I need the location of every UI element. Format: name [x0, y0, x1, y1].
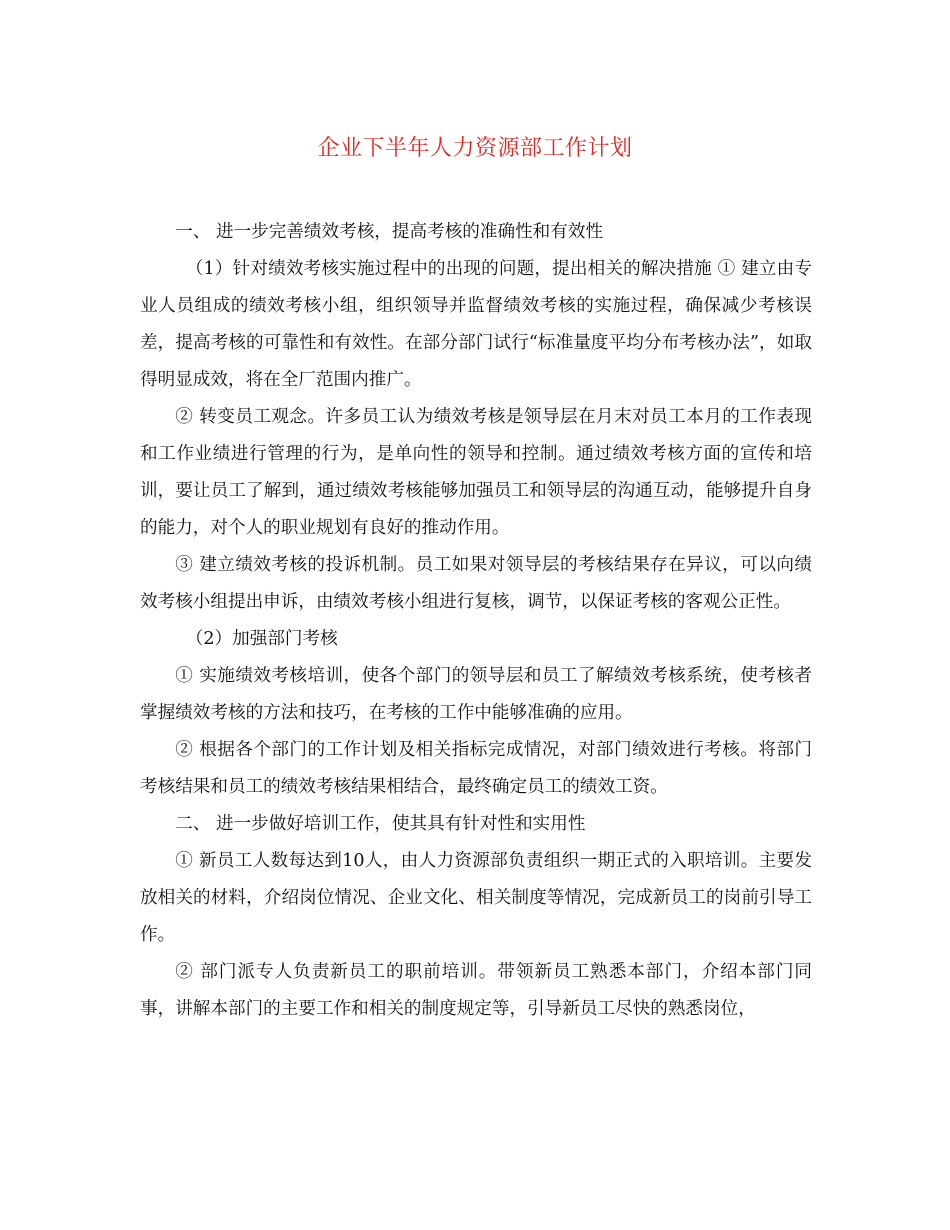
document-body	[140, 214, 812, 1028]
subsection-heading-2: （2）加强部门考核	[185, 629, 338, 649]
paragraph-9: ② 部门派专人负责新员工的职前培训。带领新员工熟悉本部门，介绍本部门同事，讲解本部门的主要工作和相关的制度规定等，引导新员工尽快的熟悉岗位，	[140, 962, 812, 1019]
section-heading-2: 二、 进一步做好培训工作，使其具有针对性和实用性	[175, 814, 586, 834]
paragraph-5: ① 实施绩效考核培训，使各个部门的领导层和员工了解绩效考核系统，使考核者掌握绩效考核的方法和技巧，在考核的工作中能够准确的应用。	[140, 666, 812, 723]
document-title: 企业下半年人力资源部工作计划	[317, 136, 633, 161]
paragraph-3: ③ 建立绩效考核的投诉机制。员工如果对领导层的考核结果存在异议，可以向绩效考核小组提出申诉，由绩效考核小组进行复核，调节，以保证考核的客观公正性。	[140, 555, 812, 612]
paragraph-6: ② 根据各个部门的工作计划及相关指标完成情况，对部门绩效进行考核。将部门考核结果和员工的绩效考核结果相结合，最终确定员工的绩效工资。	[140, 740, 812, 797]
section-heading-1: 一、 进一步完善绩效考核，提高考核的准确性和有效性	[175, 222, 604, 242]
paragraph-1: （1）针对绩效考核实施过程中的出现的问题，提出相关的解决措施 ① 建立由专业人员组成的绩效考核小组，组织领导并监督绩效考核的实施过程，确保减少考核误差，提高考核的可靠性和有效性。在部分部门试行“标准量度平均分布考核办法”，如取得明显成效，将在全厂范围内推广。	[140, 259, 812, 390]
paragraph-2: ② 转变员工观念。许多员工认为绩效考核是领导层在月末对员工本月的工作表现和工作业绩进行管理的行为，是单向性的领导和控制。通过绩效考核方面的宣传和培训，要让员工了解到，通过绩效考核能够加强员工和领导层的沟通互动，能够提升自身的能力，对个人的职业规划有良好的推动作用。	[140, 407, 812, 538]
paragraph-8: ① 新员工人数每达到10人，由人力资源部负责组织一期正式的入职培训。主要发放相关的材料，介绍岗位情况、企业文化、相关制度等情况，完成新员工的岗前引导工作。	[140, 851, 812, 945]
